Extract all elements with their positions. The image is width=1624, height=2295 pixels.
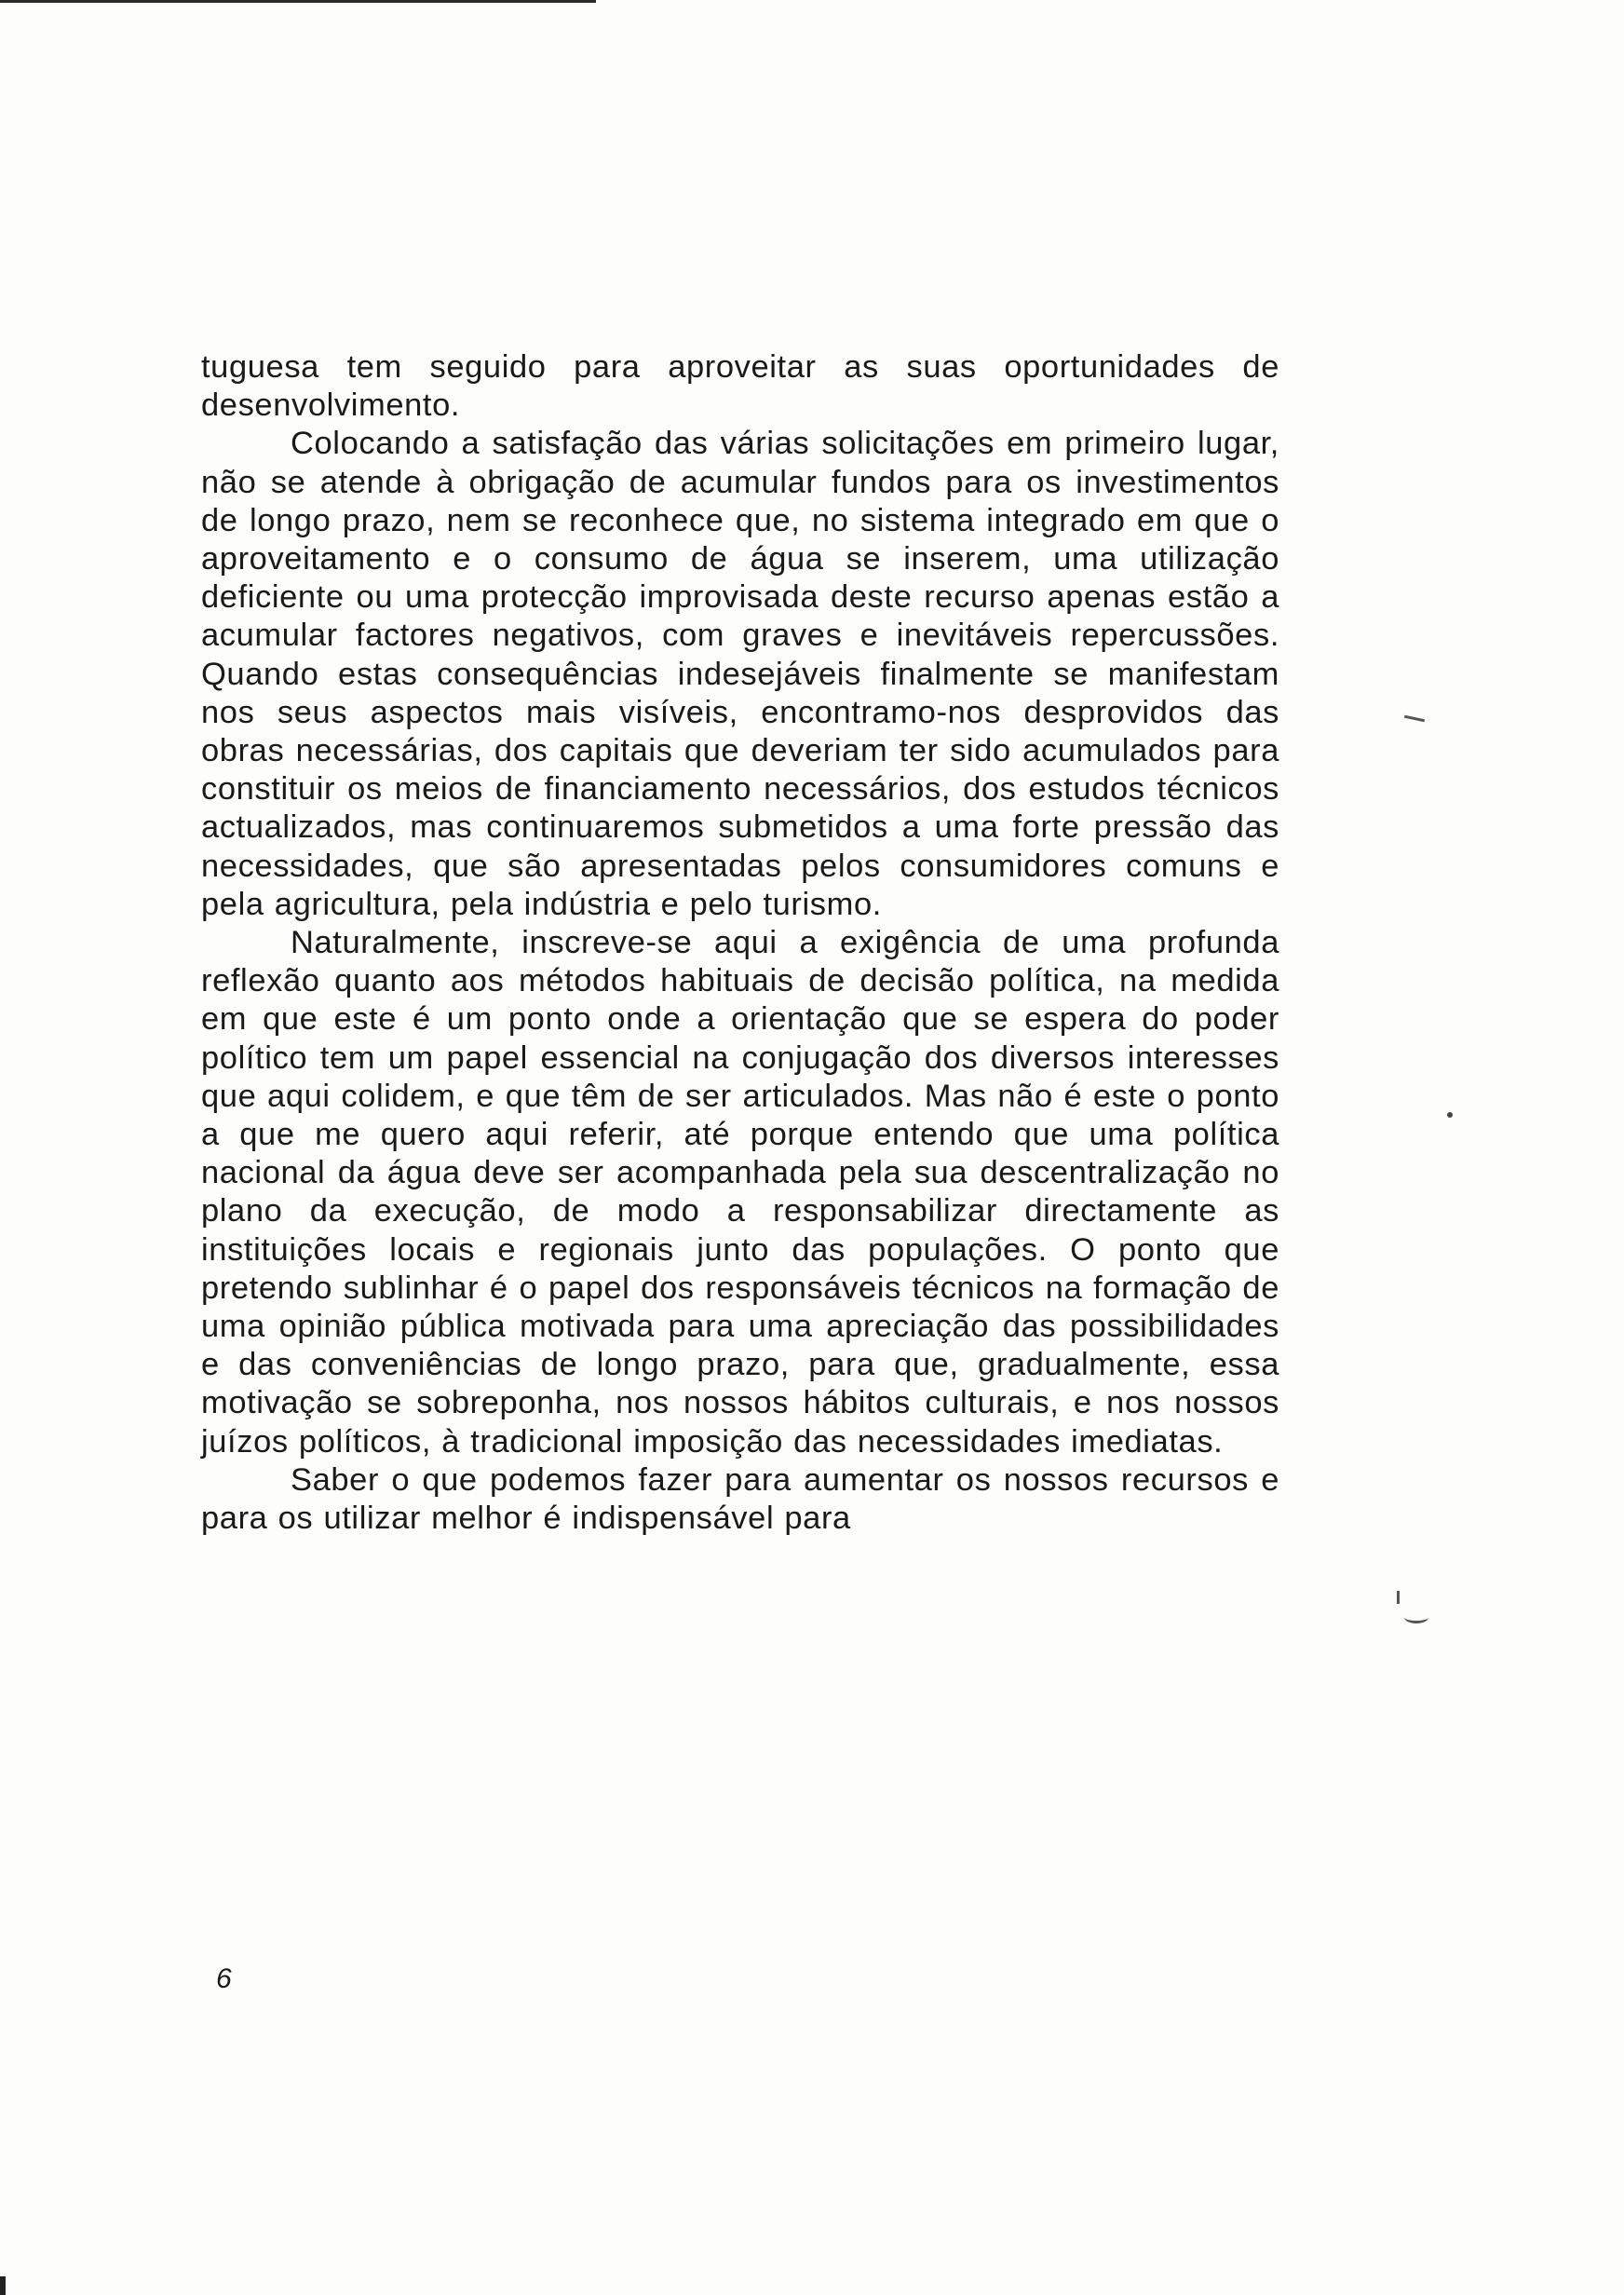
body-text (201, 348, 1279, 1538)
margin-pen-mark (1404, 715, 1425, 723)
page-number: 6 (216, 1963, 232, 1994)
paragraph: Naturalmente, inscreve-se aqui a exigência de uma profunda reflexão quanto aos métodos habituais de decisão política, na medida em que este é um ponto onde a orientação que se espera do poder político tem um papel essencial na conjugação dos diversos interesses que aqui colidem, e que têm de ser articulados. Mas não é este o ponto a que me quero aqui referir, até porque entendo que uma política nacional da água deve ser acompanhada pela sua descentralização no plano da execução, de modo a responsabilizar directamente as instituições locais e regionais junto das populações. O ponto que pretendo sublinhar é o papel dos responsáveis técnicos na formação de uma opinião pública motivada para uma apreciação das possibilidades e das conveniências de longo prazo, para que, gradualmente, essa motivação se sobreponha, nos nossos hábitos culturais, e nos nossos juízos políticos, à tradicional imposição das necessidades imediatas. (201, 925, 1279, 1460)
paragraph: Saber o que podemos fazer para aumentar os nossos recursos e para os utilizar melhor é indispensável para (201, 1461, 1279, 1537)
scan-edge-mark (0, 2276, 6, 2295)
margin-pen-mark (1404, 1611, 1428, 1623)
paragraph-continuation: tuguesa tem seguido para aproveitar as suas oportunidades de desenvolvimento. (201, 349, 1279, 424)
margin-dot-mark (1447, 1112, 1453, 1118)
top-edge-rule (0, 0, 596, 3)
margin-pen-mark (1397, 1591, 1400, 1604)
paragraph: Colocando a satisfação das várias solicitações em primeiro lugar, não se atende à obrigação de acumular fundos para os investimentos de longo prazo, nem se reconhece que, no sistema integrado em que o aproveitamento e o consumo de água se inserem, uma utilização deficiente ou uma protecção improvisada deste recurso apenas estão a acumular factores negativos, com graves e inevitáveis repercussões. Quando estas consequências indesejáveis finalmente se manifestam nos seus aspectos mais visíveis, encontramo-nos desprovidos das obras necessárias, dos capitais que deveriam ter sido acumulados para constituir os meios de financiamento necessários, dos estudos técnicos actualizados, mas continuaremos submetidos a uma forte pressão das necessidades, que são apresentadas pelos consumidores comuns e pela agricultura, pela indústria e pelo turismo. (201, 426, 1279, 922)
